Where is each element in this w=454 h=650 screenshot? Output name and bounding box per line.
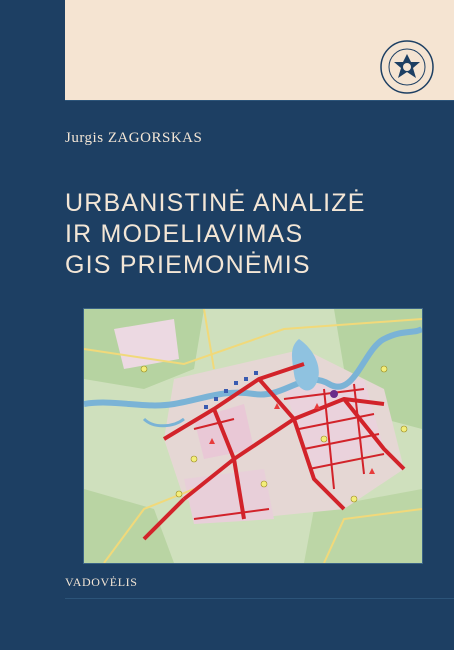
top-divider xyxy=(65,100,454,101)
title-line-2: IR MODELIAVIMAS xyxy=(65,220,304,248)
title-line-3: GIS PRIEMONĖMIS xyxy=(65,251,311,279)
city-map-illustration xyxy=(83,308,423,564)
cover-left-strip xyxy=(0,0,65,650)
book-title xyxy=(65,188,366,281)
university-seal-icon xyxy=(380,40,434,94)
author-name: Jurgis ZAGORSKAS xyxy=(65,130,203,146)
title-line-1: URBANISTINĖ ANALIZĖ xyxy=(65,189,366,217)
book-type-label: VADOVĖLIS xyxy=(65,575,138,589)
bottom-divider xyxy=(65,598,454,599)
